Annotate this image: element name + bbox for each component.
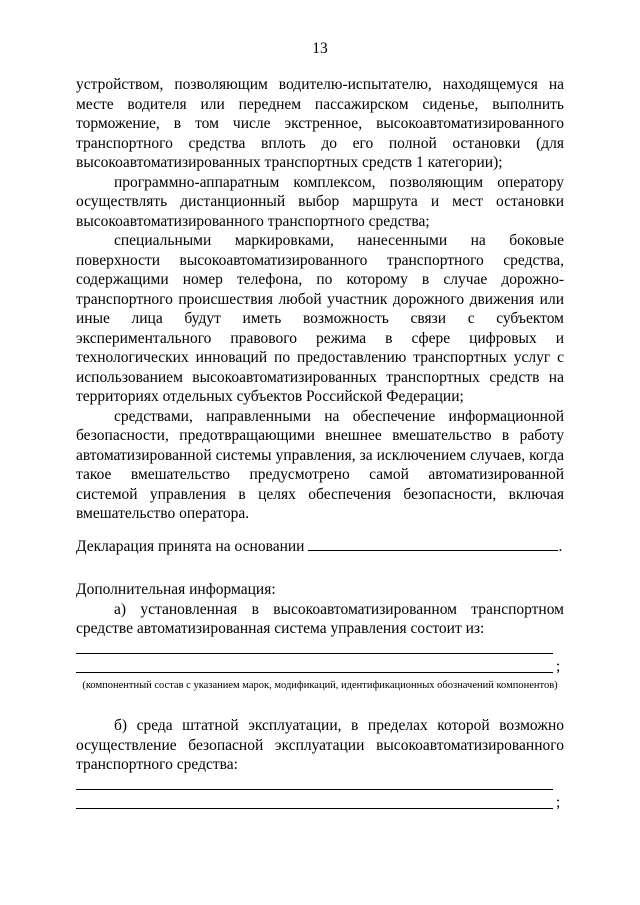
- item-b-text: б) среда штатной эксплуатации, в пределах которой возможно осуществление безопасной эксплуатации высокоавтоматизированного транспортного средства:: [76, 717, 564, 773]
- item-a-caption: (компонентный состав с указанием марок, модификаций, идентификационных обозначений компонентов): [82, 679, 558, 691]
- declaration-line: [76, 536, 564, 557]
- additional-info-heading: Дополнительная информация:: [76, 581, 276, 598]
- declaration-label: Декларация принята на основании: [76, 537, 305, 555]
- paragraph-information-security: средствами, направленными на обеспечение информационной безопасности, предотвращающими внешнее вмешательство в работу автоматизированной системы управления, за исключением случаев, когда такое вмешательство предусмотрено самой автоматизированной системой управления в целях обеспечения безопасности, включая вмешательство оператора.: [76, 407, 564, 522]
- item-b-line-end: ;: [556, 794, 561, 811]
- item-a-text: а) установленная в высокоавтоматизированном транспортном средстве автоматизированная система управления состоит из:: [76, 600, 564, 637]
- item-a-fill-line-2: [76, 658, 564, 677]
- item-b-fill-line-1: [76, 775, 564, 794]
- declaration-fill-line: [308, 536, 558, 551]
- paragraph-special-markings: специальными маркировками, нанесенными на боковые поверхности высокоавтоматизированного транспортного средства, содержащими номер телефона, по которому в случае дорожно-транспортного происшествия любой участник дорожного движения или иные лица будут иметь возможность связи с субъектом экспериментального правового режима в сфере цифровых и технологических инноваций по предоставлению транспортных услуг с использованием высокоавтоматизированных транспортных средств на территориях отдельных субъектов Российской Федерации;: [76, 232, 564, 405]
- paragraph-steering-device: устройством, позволяющим водителю-испытателю, находящемуся на месте водителя или переднем пассажирском сиденье, выполнить торможение, в том числе экстренное, высокоавтоматизированного транспортного средства вплоть до его полной остановки (для высокоавтоматизированных транспортных средств 1 категории);: [76, 76, 564, 171]
- paragraph-route-selection: программно-аппаратным комплексом, позволяющим оператору осуществлять дистанционный выбор маршрута и мест остановки высокоавтоматизированного транспортного средства;: [76, 173, 564, 230]
- document-body: [76, 75, 564, 813]
- item-a-line-end: ;: [556, 658, 561, 675]
- page-number: 13: [312, 40, 328, 57]
- item-b-fill-line-2: [76, 794, 564, 813]
- declaration-end: .: [558, 537, 563, 555]
- item-a-fill-line-1: [76, 639, 564, 658]
